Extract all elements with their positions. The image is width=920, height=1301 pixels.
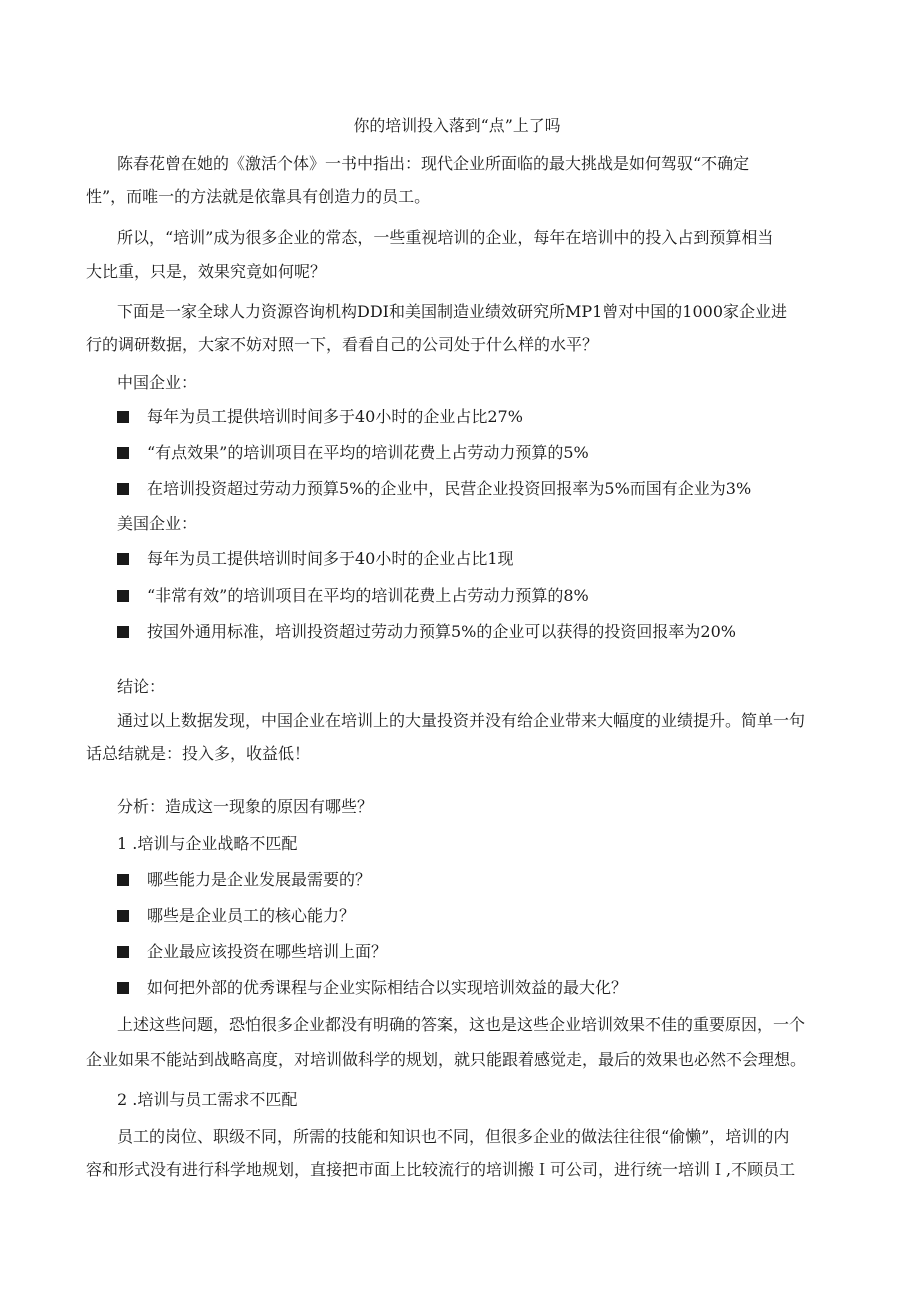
square-bullet-icon [117,946,129,958]
list-item-text: 每年为员工提供培训时间多于40小时的企业占比1现 [147,549,514,568]
section-1-paragraph-line-2: 企业如果不能站到战略高度，对培训做科学的规划，就只能跟着感觉走，最后的效果也必然不会理想。 [86,1050,807,1069]
list-item-text: 哪些能力是企业发展最需要的？ [147,870,372,889]
document-title: 你的培训投入落到“点”上了吗 [353,116,561,135]
square-bullet-icon [117,411,129,423]
section-2-paragraph-line-2: 容和形式没有进行科学地规划，直接把市面上比较流行的培训搬Ｉ可公司，进行统一培训Ｉ,不顾员工 [86,1160,796,1179]
paragraph-1-line-1: 陈春花曾在她的《激活个体》一书中指出：现代企业所面临的最大挑战是如何驾驭“不确定 [117,154,750,173]
square-bullet-icon [117,553,129,565]
list-item [117,479,751,499]
list-item-text: 企业最应该投资在哪些培训上面？ [147,942,388,961]
list-item-text: 按国外通用标准，培训投资超过劳动力预算5%的企业可以获得的投资回报率为20% [147,622,736,641]
list-item [117,978,627,998]
paragraph-2-line-1: 所以，“培训”成为很多企业的常态，一些重视培训的企业，每年在培训中的投入占到预算相当 [117,228,774,247]
square-bullet-icon [117,626,129,638]
list-item-text: 如何把外部的优秀课程与企业实际相结合以实现培训效益的最大化？ [147,978,628,997]
list-item [117,549,514,569]
list-item [117,443,589,463]
square-bullet-icon [117,447,129,459]
paragraph-2-line-2: 大比重，只是，效果究竟如何呢？ [86,262,327,281]
paragraph-1-line-2: 性”，而唯一的方法就是依靠具有创造力的员工。 [86,187,431,206]
list-item [117,870,371,890]
list-item-text: “有点效果”的培训项目在平均的培训花费上占劳动力预算的5% [147,443,589,462]
list-item-text: “非常有效”的培训项目在平均的培训花费上占劳动力预算的8% [147,586,589,605]
list-item-text: 在培训投资超过劳动力预算5%的企业中，民营企业投资回报率为5%而国有企业为3% [147,479,752,498]
square-bullet-icon [117,590,129,602]
section-2-title: 2 .培训与员工需求不匹配 [117,1090,298,1109]
list-item-text: 每年为员工提供培训时间多于40小时的企业占比27% [147,407,523,426]
square-bullet-icon [117,483,129,495]
list-item [117,407,523,427]
square-bullet-icon [117,982,129,994]
usa-heading: 美国企业： [117,514,198,533]
analysis-heading: 分析：造成这一现象的原因有哪些？ [117,797,374,816]
list-item [117,622,736,642]
section-2-paragraph-line-1: 员工的岗位、职级不同，所需的技能和知识也不同，但很多企业的做法往往很“偷懒”，培训的内 [117,1127,790,1146]
list-item-text: 哪些是企业员工的核心能力？ [147,906,356,925]
section-1-paragraph-line-1: 上述这些问题，恐怕很多企业都没有明确的答案，这也是这些企业培训效果不佳的重要原因，一个 [117,1015,806,1034]
china-heading: 中国企业： [117,373,198,392]
list-item [117,586,589,606]
list-item [117,942,387,962]
paragraph-3-line-2: 行的调研数据，大家不妨对照一下，看看自己的公司处于什么样的水平？ [86,335,599,354]
conclusion-heading: 结论： [117,677,166,696]
square-bullet-icon [117,910,129,922]
paragraph-3-line-1: 下面是一家全球人力资源咨询机构DDI和美国制造业绩效研究所MP1曾对中国的1000家企业进 [117,302,788,321]
conclusion-line-1: 通过以上数据发现，中国企业在培训上的大量投资并没有给企业带来大幅度的业绩提升。简单一句 [117,711,806,730]
list-item [117,906,355,926]
square-bullet-icon [117,874,129,886]
conclusion-line-2: 话总结就是：投入多，收益低！ [86,744,311,763]
section-1-title: 1 .培训与企业战略不匹配 [117,834,298,853]
